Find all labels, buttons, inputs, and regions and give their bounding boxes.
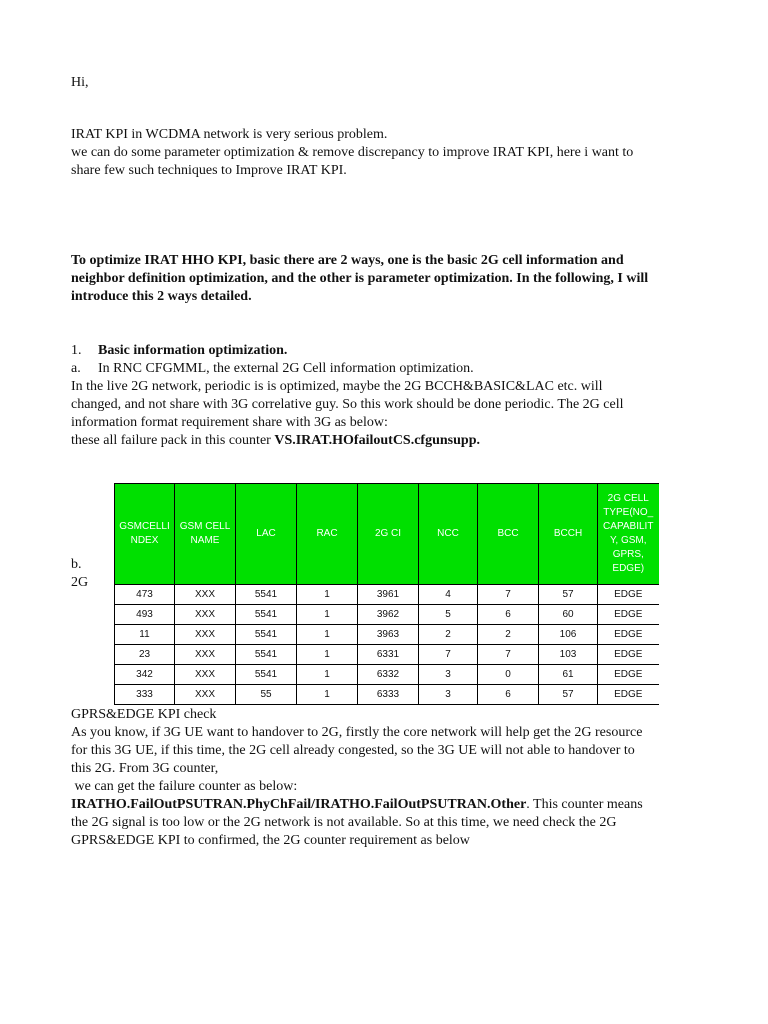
- table-cell: EDGE: [598, 585, 659, 605]
- table-cell: XXX: [175, 685, 236, 705]
- para-line: In the live 2G network, periodic is is optimized, maybe the 2G BCCH&BASIC&LAC etc. will: [71, 379, 603, 394]
- table-cell: 3: [419, 685, 478, 705]
- table-cell: 5541: [236, 605, 297, 625]
- header-cell: 2G CI: [358, 484, 419, 585]
- table-cell: 6331: [358, 645, 419, 665]
- para-line: [71, 432, 711, 450]
- bold-line: introduce this 2 ways detailed.: [71, 289, 252, 304]
- table-cell: 0: [478, 665, 539, 685]
- table-cell: EDGE: [598, 685, 659, 705]
- table-cell: 333: [115, 685, 175, 705]
- table-cell: XXX: [175, 665, 236, 685]
- table-cell: 11: [115, 625, 175, 645]
- item-a-letter: a.: [71, 361, 81, 376]
- table-cell: 6333: [358, 685, 419, 705]
- table-cell: XXX: [175, 645, 236, 665]
- intro-line: share few such techniques to Improve IRAT KPI.: [71, 163, 347, 178]
- counter-intro: these all failure pack in this counter: [71, 433, 275, 448]
- header-cell: 2G CELL TYPE(NO_ CAPABILIT Y, GSM, GPRS, EDGE): [598, 484, 659, 585]
- gprs-line: [71, 796, 711, 814]
- item-b-letter: b.: [71, 557, 82, 572]
- header-cell: BCCH: [539, 484, 598, 585]
- table-cell: 7: [478, 645, 539, 665]
- header-cell: GSM CELL NAME: [175, 484, 236, 585]
- table-cell: 5541: [236, 665, 297, 685]
- table-row: [115, 645, 659, 665]
- table-cell: 1: [297, 645, 358, 665]
- table-cell: 2: [419, 625, 478, 645]
- gprs-line: we can get the failure counter as below:: [71, 779, 298, 794]
- gprs-line: GPRS&EDGE KPI to confirmed, the 2G counter requirement as below: [71, 833, 470, 848]
- table-cell: 4: [419, 585, 478, 605]
- para-line: changed, and not share with 3G correlative guy. So this work should be done periodic. The 2G cell: [71, 397, 624, 412]
- section-title: Basic information optimization.: [98, 343, 288, 358]
- intro-paragraph: [71, 126, 711, 180]
- table-cell: 5: [419, 605, 478, 625]
- header-cell: LAC: [236, 484, 297, 585]
- table-cell: 5541: [236, 645, 297, 665]
- item-b-text: 2G: [71, 575, 89, 590]
- gprs-paragraph: [71, 706, 711, 850]
- counter-explanation: . This counter means: [526, 797, 643, 812]
- table-cell: 7: [419, 645, 478, 665]
- table-cell: EDGE: [598, 605, 659, 625]
- gprs-line: GPRS&EDGE KPI check: [71, 707, 217, 722]
- table-cell: 3962: [358, 605, 419, 625]
- table-row: [115, 625, 659, 645]
- header-cell: BCC: [478, 484, 539, 585]
- table-cell: 57: [539, 685, 598, 705]
- table-cell: 342: [115, 665, 175, 685]
- table-cell: XXX: [175, 605, 236, 625]
- table-cell: 57: [539, 585, 598, 605]
- table-row: [115, 685, 659, 705]
- gprs-line: this 2G. From 3G counter,: [71, 761, 219, 776]
- header-cell: GSMCELLI NDEX: [115, 484, 175, 585]
- table-cell: 3963: [358, 625, 419, 645]
- failure-counter-name: IRATHO.FailOutPSUTRAN.PhyChFail/IRATHO.FailOutPSUTRAN.Other: [71, 797, 527, 812]
- header-cell: NCC: [419, 484, 478, 585]
- table-cell: 1: [297, 625, 358, 645]
- table-cell: 493: [115, 605, 175, 625]
- table-cell: XXX: [175, 585, 236, 605]
- table-cell: XXX: [175, 625, 236, 645]
- table-cell: 6: [478, 685, 539, 705]
- bold-line: neighbor definition optimization, and the other is parameter optimization. In the following, I will: [71, 271, 649, 286]
- table-header-row: [115, 484, 659, 585]
- greeting: Hi,: [71, 75, 89, 90]
- bold-paragraph: [71, 252, 711, 306]
- table-cell: 5541: [236, 585, 297, 605]
- table-cell: 6: [478, 605, 539, 625]
- table-cell: EDGE: [598, 625, 659, 645]
- section-number: 1.: [71, 343, 82, 358]
- header-cell: RAC: [297, 484, 358, 585]
- gprs-line: As you know, if 3G UE want to handover to 2G, firstly the core network will help get the 2G resource: [71, 725, 643, 740]
- table-cell: 1: [297, 605, 358, 625]
- table-row: [115, 605, 659, 625]
- table-cell: 7: [478, 585, 539, 605]
- gprs-line: the 2G signal is too low or the 2G network is not available. So at this time, we need check the 2G: [71, 815, 617, 830]
- table-cell: 5541: [236, 625, 297, 645]
- paragraph-a: [71, 378, 711, 450]
- table-cell: 55: [236, 685, 297, 705]
- table-cell: 473: [115, 585, 175, 605]
- table-row: [115, 585, 659, 605]
- bold-line: To optimize IRAT HHO KPI, basic there are 2 ways, one is the basic 2G cell information and: [71, 253, 624, 268]
- table-row: [115, 665, 659, 685]
- intro-line: IRAT KPI in WCDMA network is very serious problem.: [71, 127, 388, 142]
- counter-name: VS.IRAT.HOfailoutCS.cfgunsupp.: [274, 433, 480, 448]
- table-cell: 2: [478, 625, 539, 645]
- intro-line: we can do some parameter optimization & remove discrepancy to improve IRAT KPI, here i want to: [71, 145, 634, 160]
- table-cell: 61: [539, 665, 598, 685]
- table-cell: EDGE: [598, 665, 659, 685]
- table-cell: 103: [539, 645, 598, 665]
- gprs-line: for this 3G UE, if this time, the 2G cell already congested, so the 3G UE will not able to handover to: [71, 743, 635, 758]
- table-cell: 6332: [358, 665, 419, 685]
- table-cell: 23: [115, 645, 175, 665]
- table-cell: 3961: [358, 585, 419, 605]
- para-line: information format requirement share with 3G as below:: [71, 415, 388, 430]
- cell-info-table: [114, 483, 659, 705]
- table-cell: 106: [539, 625, 598, 645]
- item-a-text: In RNC CFGMML, the external 2G Cell information optimization.: [98, 361, 474, 376]
- table-cell: EDGE: [598, 645, 659, 665]
- table-cell: 1: [297, 585, 358, 605]
- table-cell: 1: [297, 685, 358, 705]
- table-cell: 1: [297, 665, 358, 685]
- table-cell: 60: [539, 605, 598, 625]
- table-cell: 3: [419, 665, 478, 685]
